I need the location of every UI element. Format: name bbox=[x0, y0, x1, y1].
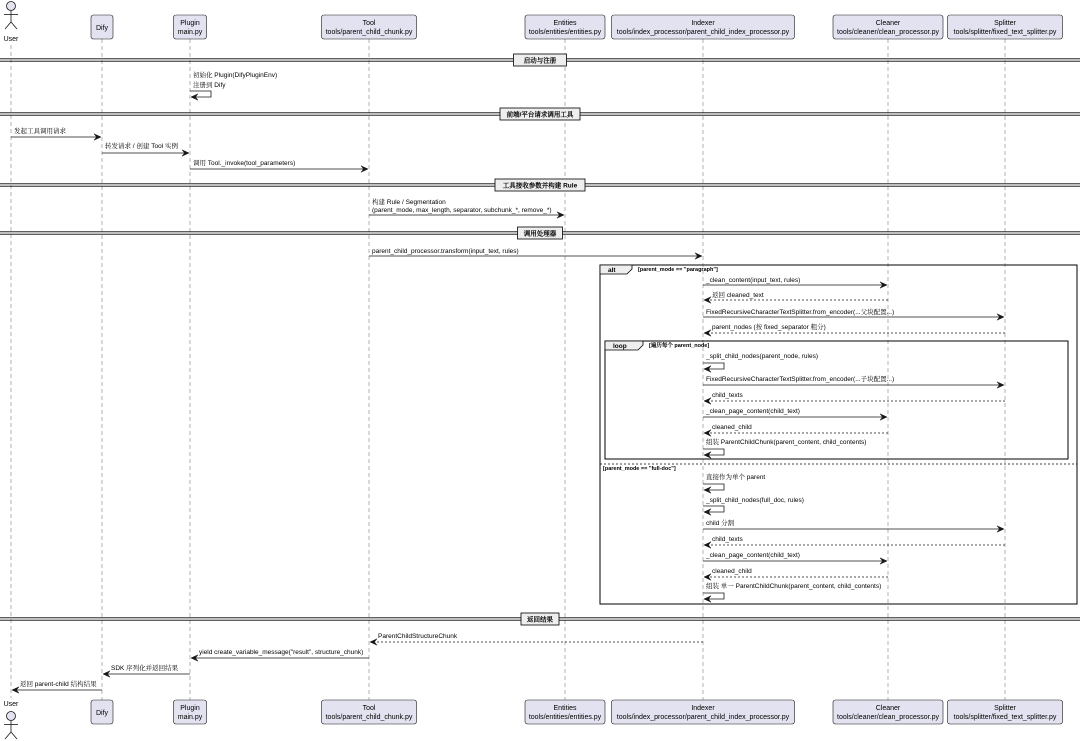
message bbox=[703, 374, 1004, 388]
actor-head bbox=[7, 2, 16, 11]
message-label: 发起工具调用请求 bbox=[14, 128, 66, 135]
participant-entities-bottom bbox=[525, 700, 605, 724]
messages bbox=[11, 70, 1005, 693]
participant-file: tools/index_processor/parent_child_index_processor.py bbox=[616, 714, 790, 721]
message bbox=[190, 80, 226, 100]
divider-label: 调用处理器 bbox=[523, 230, 557, 238]
participant-indexer-bottom bbox=[612, 700, 795, 724]
alt-tab bbox=[600, 265, 632, 274]
message-label: 返回 parent-child 结构结果 bbox=[20, 681, 97, 688]
message bbox=[193, 70, 277, 79]
section-divider bbox=[0, 179, 1080, 191]
participant-file: main.py bbox=[177, 29, 203, 36]
message bbox=[369, 197, 564, 218]
section-divider bbox=[0, 108, 1080, 120]
loop-keyword: loop bbox=[613, 343, 627, 350]
message bbox=[191, 649, 369, 661]
participant-cleaner-top bbox=[833, 15, 943, 39]
participant-name: Tool bbox=[362, 20, 376, 27]
message-label: FixedRecursiveCharacterTextSplitter.from_encoder(...子块配置...) bbox=[706, 376, 895, 383]
message bbox=[703, 581, 881, 602]
message bbox=[703, 518, 1004, 532]
message-label: (parent_mode, max_length, separator, subchunk_*, remove_*) bbox=[372, 207, 552, 214]
message bbox=[370, 633, 703, 645]
actor-legs bbox=[5, 22, 17, 29]
arrow-head bbox=[704, 574, 711, 580]
participant-file: tools/cleaner/clean_processor.py bbox=[837, 714, 939, 721]
message-label: child_texts bbox=[712, 392, 743, 399]
divider-label: 返回结果 bbox=[527, 616, 553, 624]
participant-name: Cleaner bbox=[875, 20, 901, 27]
participant-file: tools/parent_child_chunk.py bbox=[325, 714, 413, 721]
participant-name: Plugin bbox=[180, 705, 200, 712]
participant-name: Indexer bbox=[691, 20, 715, 27]
message bbox=[703, 408, 887, 420]
message-label: 调用 Tool._invoke(tool_parameters) bbox=[193, 160, 296, 167]
message bbox=[704, 568, 888, 580]
participant-cleaner-bottom bbox=[833, 700, 943, 724]
lifelines bbox=[11, 39, 1005, 700]
section-divider bbox=[0, 613, 1080, 625]
participant-name: Indexer bbox=[691, 705, 715, 712]
participant-file: tools/cleaner/clean_processor.py bbox=[837, 29, 939, 36]
participant-tool-bottom bbox=[322, 700, 417, 724]
participant-plugin-top bbox=[174, 15, 207, 39]
participant-dify-top bbox=[91, 15, 113, 39]
participant-name: Dify bbox=[95, 25, 109, 32]
message-label: 构建 Rule / Segmentation bbox=[372, 199, 446, 206]
message-label: FixedRecursiveCharacterTextSplitter.from_encoder(...父块配置...) bbox=[706, 309, 895, 316]
arrow-head bbox=[704, 430, 711, 436]
message-label: yield create_variable_message("result", structure_chunk) bbox=[199, 649, 364, 656]
participant-name: Splitter bbox=[994, 705, 1016, 712]
participant-name: Splitter bbox=[994, 20, 1016, 27]
participant-splitter-top bbox=[948, 15, 1063, 39]
participant-file: tools/entities/entities.py bbox=[528, 714, 602, 721]
message-label: _split_child_nodes(parent_node, rules) bbox=[706, 353, 819, 360]
divider-label: 工具接收参数并构建 Rule bbox=[502, 182, 578, 190]
participant-name: User bbox=[3, 701, 19, 708]
participant-splitter-bottom bbox=[948, 700, 1063, 724]
participant-name: Entities bbox=[553, 705, 577, 712]
arrow-head bbox=[704, 398, 711, 404]
message-label: 组装 单一 ParentChildChunk(parent_content, child_contents) bbox=[706, 583, 882, 590]
message bbox=[11, 126, 101, 140]
participant-name: Dify bbox=[95, 710, 109, 717]
message-label: child_texts bbox=[712, 536, 743, 543]
arrow-head bbox=[704, 330, 711, 336]
message-label: 注册到 Dify bbox=[193, 82, 226, 89]
message bbox=[704, 392, 1005, 404]
message bbox=[703, 307, 1004, 320]
alt-else-guard: [parent_mode == "full-doc"] bbox=[603, 466, 676, 472]
participant-name: Cleaner bbox=[875, 705, 901, 712]
participant-file: tools/entities/entities.py bbox=[528, 29, 602, 36]
message bbox=[102, 141, 189, 156]
participant-indexer-top bbox=[612, 15, 795, 39]
message bbox=[703, 437, 866, 458]
message bbox=[703, 472, 765, 493]
message bbox=[704, 290, 888, 303]
actor-user-bottom bbox=[4, 701, 19, 739]
arrow-head bbox=[704, 542, 711, 548]
message-label: parent_child_processor.transform(input_text, rules) bbox=[372, 248, 519, 255]
message-label: cleaned_child bbox=[712, 568, 752, 575]
message bbox=[703, 277, 887, 288]
arrow-head bbox=[370, 639, 377, 645]
actor-head bbox=[7, 712, 16, 721]
message-label: cleaned_child bbox=[712, 424, 752, 431]
participant-name: Entities bbox=[553, 20, 577, 27]
message bbox=[703, 552, 887, 564]
participant-name: User bbox=[3, 36, 19, 43]
message-label: _clean_page_content(child_text) bbox=[706, 552, 800, 559]
message bbox=[12, 679, 102, 693]
alt-guard: [parent_mode == "paragraph"] bbox=[638, 267, 718, 273]
message bbox=[369, 248, 702, 259]
participant-entities-top bbox=[525, 15, 605, 39]
message-label: 返回 cleaned_text bbox=[712, 292, 764, 299]
message-label: parent_nodes (按 fixed_separator 粗分) bbox=[712, 324, 826, 331]
message bbox=[704, 424, 888, 436]
message-label: _clean_content(input_text, rules) bbox=[706, 277, 801, 284]
message-label: 初始化 Plugin(DifyPluginEnv) bbox=[193, 72, 278, 79]
message-label: _clean_page_content(child_text) bbox=[706, 408, 800, 415]
message bbox=[703, 353, 818, 372]
actor-legs bbox=[5, 732, 17, 739]
message-label: 直接作为单个 parent bbox=[706, 474, 766, 481]
message-label: 转发请求 / 创建 Tool 实例 bbox=[105, 143, 178, 150]
message bbox=[190, 159, 368, 172]
section-divider bbox=[0, 54, 1080, 66]
message-label: ParentChildStructureChunk bbox=[378, 633, 458, 640]
message-label: SDK 序列化并返回结果 bbox=[111, 665, 179, 672]
participant-file: tools/splitter/fixed_text_splitter.py bbox=[953, 29, 1057, 36]
participant-plugin-bottom bbox=[174, 700, 207, 724]
divider-label: 前端/平台请求调用工具 bbox=[506, 111, 574, 119]
alt-keyword: alt bbox=[608, 267, 616, 274]
loop-guard: [遍历每个 parent_node] bbox=[649, 343, 710, 349]
message-label: _split_child_nodes(full_doc, rules) bbox=[706, 497, 804, 504]
participant-file: tools/parent_child_chunk.py bbox=[325, 29, 413, 36]
message-label: child 分割 bbox=[706, 520, 735, 527]
actor-user-top bbox=[4, 2, 19, 44]
message-label: 组装 ParentChildChunk(parent_content, child_contents) bbox=[706, 439, 867, 446]
message bbox=[704, 322, 1005, 336]
section-divider bbox=[0, 227, 1080, 239]
participant-name: Plugin bbox=[180, 20, 200, 27]
arrow-head bbox=[704, 297, 711, 303]
participant-tool-top bbox=[322, 15, 417, 39]
participant-file: tools/index_processor/parent_child_index_processor.py bbox=[616, 29, 790, 36]
message bbox=[704, 536, 1005, 548]
participant-file: tools/splitter/fixed_text_splitter.py bbox=[953, 714, 1057, 721]
message bbox=[703, 497, 804, 515]
participant-file: main.py bbox=[177, 714, 203, 721]
dividers bbox=[0, 54, 1080, 625]
participant-name: Tool bbox=[362, 705, 376, 712]
participant-dify-bottom bbox=[91, 700, 113, 724]
message bbox=[103, 663, 190, 677]
divider-label: 启动与注册 bbox=[523, 57, 557, 65]
